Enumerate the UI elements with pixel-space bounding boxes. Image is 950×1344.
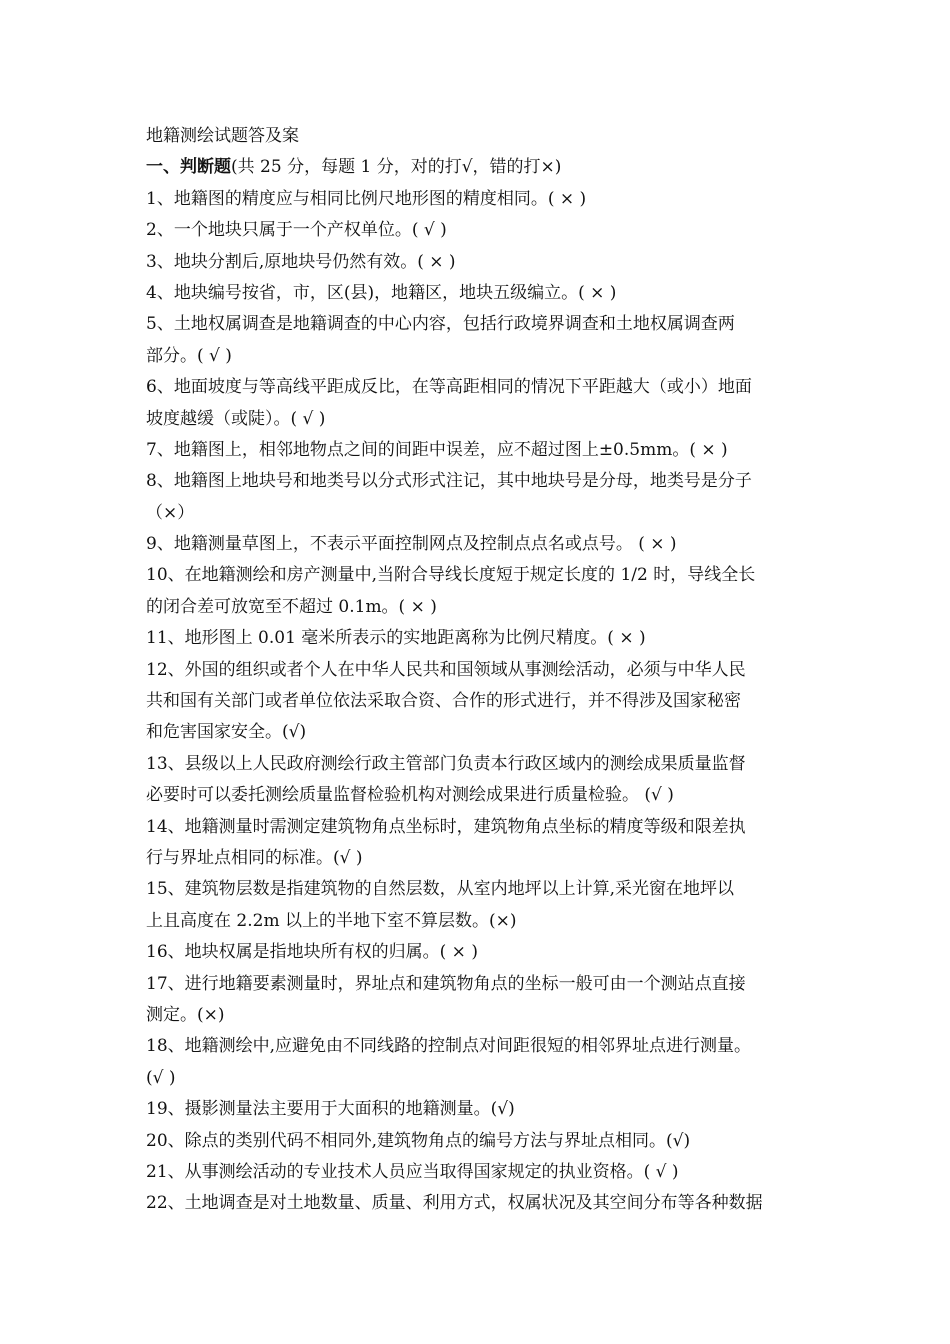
text-line: 22、土地调查是对土地数量、质量、利用方式，权属状况及其空间分布等各种数据 [146,1193,763,1214]
text-line: 部分。( √ ) [146,345,232,366]
text-line: 19、摄影测量法主要用于大面积的地籍测量。(√) [146,1099,515,1120]
text-line: 14、地籍测量时需测定建筑物角点坐标时，建筑物角点坐标的精度等级和限差执 [146,816,746,837]
text-line: 18、地籍测绘中,应避免由不同线路的控制点对间距很短的相邻界址点进行测量。 [146,1036,752,1057]
text-line: (√ ) [146,1067,176,1088]
text-line: 15、建筑物层数是指建筑物的自然层数，从室内地坪以上计算,采光窗在地坪以 [146,879,735,900]
text-line: 必要时可以委托测绘质量监督检验机构对测绘成果进行质量检验。 (√ ) [146,785,674,806]
text-line: 7、地籍图上，相邻地物点之间的间距中误差，应不超过图上±0.5mm。( × ) [146,439,728,460]
text-line: 10、在地籍测绘和房产测量中,当附合导线长度短于规定长度的 1/2 时，导线全长 [146,565,756,586]
text-line: 4、地块编号按省，市，区(县)，地籍区，地块五级编立。( × ) [146,282,617,303]
text-line: 行与界址点相同的标准。(√ ) [146,847,363,868]
text-line: 11、地形图上 0.01 毫米所表示的实地距离称为比例尺精度。( × ) [146,628,646,649]
section-heading [146,152,826,183]
text-line: 和危害国家安全。(√) [146,722,307,743]
document-title: 地籍测绘试题答及案 [146,126,299,146]
text-line: 的闭合差可放宽至不超过 0.1m。( × ) [146,596,437,617]
text-line: 5、土地权属调查是地籍调查的中心内容，包括行政境界调查和土地权属调查两 [146,314,735,335]
text-line: 测定。(×) [146,1004,225,1025]
text-line: 16、地块权属是指地块所有权的归属。( × ) [146,942,478,963]
text-line: 共和国有关部门或者单位依法采取合资、合作的形式进行，并不得涉及国家秘密 [146,691,741,712]
text-line: 13、县级以上人民政府测绘行政主管部门负责本行政区域内的测绘成果质量监督 [146,753,746,774]
text-line: 17、进行地籍要素测量时，界址点和建筑物角点的坐标一般可由一个测站点直接 [146,973,746,994]
text-line: 2、一个地块只属于一个产权单位。( √ ) [146,220,447,241]
text-line: 21、从事测绘活动的专业技术人员应当取得国家规定的执业资格。( √ ) [146,1161,679,1182]
text-line: 6、地面坡度与等高线平距成反比，在等高距相同的情况下平距越大（或小）地面 [146,377,752,398]
text-line: 3、地块分割后,原地块号仍然有效。( × ) [146,251,456,272]
text-line: 1、地籍图的精度应与相同比例尺地形图的精度相同。( × ) [146,188,587,209]
text-line: （×） [146,502,195,523]
text-line: 上且高度在 2.2m 以上的半地下室不算层数。(×) [146,910,517,931]
document-page [146,121,826,1220]
text-line: 8、地籍图上地块号和地类号以分式形式注记，其中地块号是分母，地类号是分子 [146,471,752,492]
section-note: (共 25 分，每题 1 分，对的打√，错的打×) [231,157,562,178]
text-line: 12、外国的组织或者个人在中华人民共和国领域从事测绘活动，必须与中华人民 [146,659,746,680]
text-line: 20、除点的类别代码不相同外,建筑物角点的编号方法与界址点相同。(√) [146,1130,691,1151]
text-line: 9、地籍测量草图上，不表示平面控制网点及控制点点名或点号。 ( × ) [146,534,677,555]
section-label: 一、判断题 [146,157,231,178]
text-line: 坡度越缓（或陡）。( √ ) [146,408,326,429]
